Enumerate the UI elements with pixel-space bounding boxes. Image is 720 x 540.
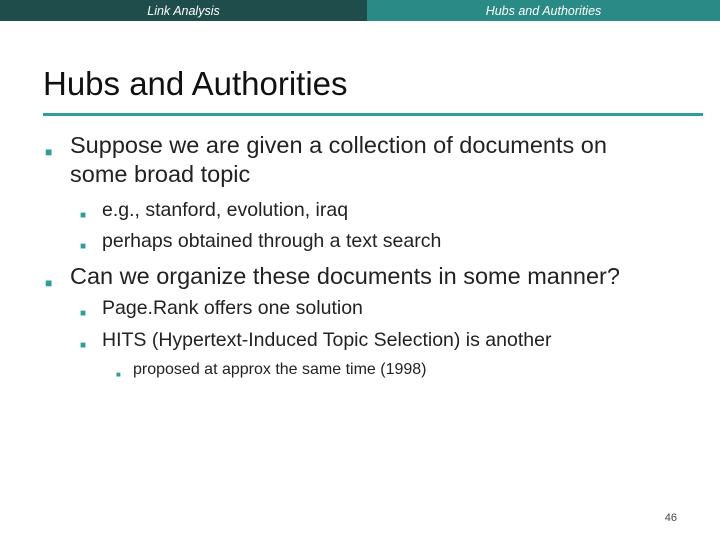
slide-title: Hubs and Authorities <box>43 65 348 102</box>
square-bullet-icon: ■ <box>80 241 87 252</box>
bullet-text: proposed at approx the same time (1998) <box>133 361 427 378</box>
bullet-text: e.g., stanford, evolution, iraq <box>102 199 349 221</box>
header-bar <box>0 0 720 21</box>
square-bullet-icon: ■ <box>80 340 87 351</box>
square-bullet-icon: ■ <box>45 276 53 290</box>
bullet-text: HITS (Hypertext-Induced Topic Selection) is another <box>102 329 552 351</box>
square-bullet-icon: ■ <box>80 210 87 221</box>
bullet-text: perhaps obtained through a text search <box>102 230 442 252</box>
page-number: 46 <box>664 512 677 524</box>
bullet-item <box>80 328 552 352</box>
bullet-text-continued: some broad topic <box>70 161 251 187</box>
bullet-text: Suppose we are given a collection of documents on <box>70 132 607 158</box>
square-bullet-icon: ■ <box>116 370 121 379</box>
bullet-item <box>80 296 363 320</box>
bullet-item <box>45 262 620 291</box>
square-bullet-icon: ■ <box>80 308 87 319</box>
bullet-item <box>80 229 442 253</box>
bullet-text: Can we organize these documents in some manner? <box>70 263 620 289</box>
bullet-item <box>45 131 607 189</box>
bullet-text: Page.Rank offers one solution <box>102 297 363 319</box>
header-slide-label: Hubs and Authorities <box>367 0 720 21</box>
square-bullet-icon: ■ <box>45 145 53 159</box>
bullet-item <box>80 198 349 222</box>
header-section-label: Link Analysis <box>0 0 367 21</box>
title-divider <box>43 113 703 116</box>
bullet-item <box>116 360 427 380</box>
